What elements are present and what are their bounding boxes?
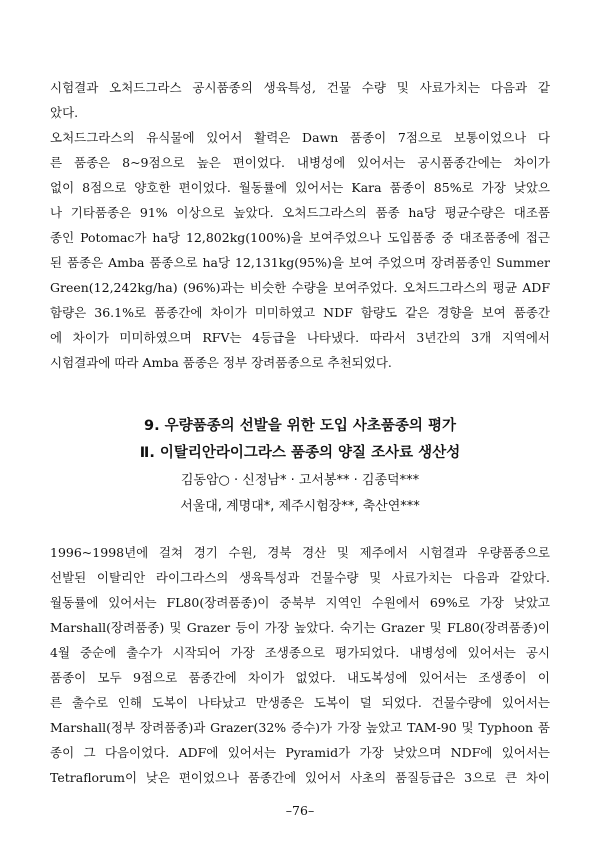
para4-line-5: 른 출수로 인해 도복이 나타났고 만생종은 도복이 덜 되었다. 건물수량에 있어서는	[50, 695, 550, 710]
para4-line-1: 월동률에 있어서는 FL80(장려품종)이 중북부 지역인 수원에서 69%로 가장 낮았고	[50, 595, 550, 610]
para4-line-3: 4월 중순에 출수가 시작되어 가장 조생종으로 평가되었다. 내병성에 있어서는 공시	[50, 645, 550, 660]
para4-line-6: Marshall(정부 장려품종)과 Grazer(32% 증수)가 가장 높았고 TAM-90 및 Typhoon 품	[50, 720, 550, 735]
para2-line-3: 없이 8점으로 양호한 편이었다. 월동률에 있어서는 Kara 품종이 85%로 가장 낮았으	[50, 180, 550, 195]
para4-line-4: 품종이 모두 9점으로 품종간에 차이가 없었다. 내도복성에 있어서는 조생종이 이	[50, 670, 550, 685]
para4-line-8: Tetraflorum이 낮은 편이었으나 품종간에 있어서 사초의 품질등급은 3으로 큰 차이	[50, 770, 550, 785]
page-number: –76–	[285, 803, 315, 818]
para2-line-9: 에 차이가 미미하였으며 RFV는 4등급을 나타냈다. 따라서 3년간의 3개 지역에서	[50, 330, 550, 345]
para2-line-10: 시험결과에 따라 Amba 품종은 정부 장려품종으로 추천되었다.	[50, 355, 392, 370]
para2-line-7: Green(12,242kg/ha) (96%)과는 비슷한 수량을 보여주었다. 오처드그라스의 평균 ADF	[50, 280, 550, 295]
para2-line-8: 함량은 36.1%로 품종간에 차이가 미미하였고 NDF 함량도 같은 경향을 보여 품종간	[50, 305, 550, 320]
section-subtitle: Ⅱ. 이탈리안라이그라스 품종의 양질 조사료 생산성	[139, 445, 461, 461]
para1-line-2: 았다.	[50, 105, 79, 120]
para1-line-1: 시험결과 오처드그라스 공시품종의 생육특성, 건물 수량 및 사료가치는 다음과 같	[50, 80, 550, 95]
para2-line-5: 종인 Potomac가 ha당 12,802kg(100%)을 보여주었으나 도입품종 중 대조품종에 접근	[50, 230, 550, 245]
para3-line-2: 선발된 이탈리안 라이그라스의 생육특성과 건물수량 및 사료가치는 다음과 같았다.	[50, 570, 550, 585]
para4-line-7: 종이 그 다음이었다. ADF에 있어서는 Pyramid가 가장 낮았으며 NDF에 있어서는	[50, 745, 550, 760]
affiliations: 서울대, 계명대*, 제주시험장**, 축산연***	[180, 499, 420, 514]
para2-line-4: 나 기타품종은 91% 이상으로 높았다. 오처드그라스의 품종 ha당 평균수량은 대조품	[50, 205, 550, 220]
para4-line-2: Marshall(장려품종) 및 Grazer 등이 가장 높았다. 숙기는 Grazer 및 FL80(장려품종)이	[50, 620, 550, 635]
para2-line-2: 른 품종은 8~9점으로 높은 편이었다. 내병성에 있어서는 공시품종간에는 차이가	[50, 155, 550, 170]
para3-line-1: 1996~1998년에 걸쳐 경기 수원, 경북 경산 및 제주에서 시험결과 우량품종으로	[50, 545, 550, 560]
para2-line-6: 된 품종은 Amba 품종으로 ha당 12,131kg(95%)을 보여 주었으며 장려품종인 Summer	[50, 255, 550, 270]
section-title: 9. 우량품종의 선발을 위한 도입 사초품종의 평가	[143, 418, 457, 434]
authors: 김동암○ · 신정남* · 고서봉** · 김종덕***	[180, 473, 420, 488]
para2-line-1: 오처드그라스의 유식물에 있어서 활력은 Dawn 품종이 7점으로 보통이었으나 다	[50, 130, 550, 145]
